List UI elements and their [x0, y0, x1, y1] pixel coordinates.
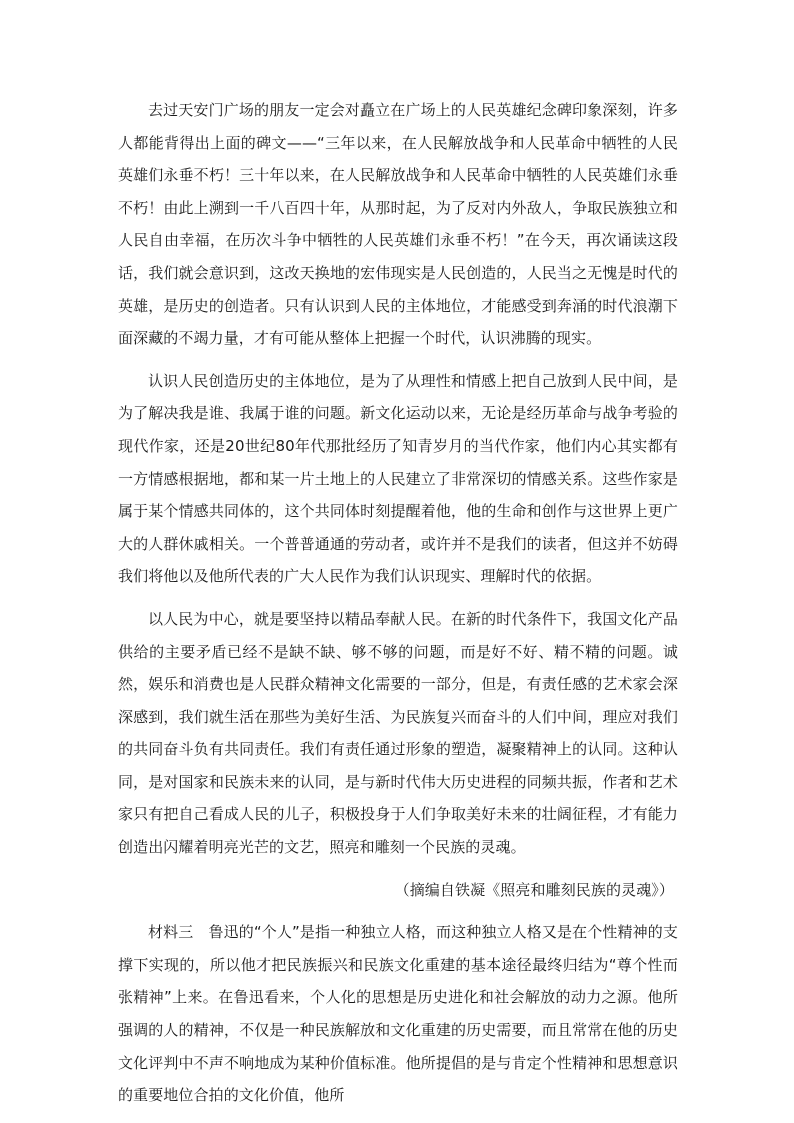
source-citation: （摘编自铁凝《照亮和雕刻民族的灵魂》）: [394, 880, 674, 899]
document-body: [118, 94, 678, 1112]
paragraph-monument: 去过天安门广场的朋友一定会对矗立在广场上的人民英雄纪念碑印象深刻，许多人都能背得出上面的碑文——“三年以来，在人民解放战争和人民革命中牺牲的人民英雄们永垂不朽！三十年以来，在人民解放战争和人民革命中牺牲的人民英雄们永垂不朽！由此上溯到一千八百四十年，从那时起，为了反对内外敌人，争取民族独立和人民自由幸福，在历次斗争中牺牲的人民英雄们永垂不朽！”在今天，再次诵读这段话，我们就会意识到，这改天换地的宏伟现实是人民创造的，人民当之无愧是时代的英雄，是历史的创造者。只有认识到人民的主体地位，才能感受到奔涌的时代浪潮下面深藏的不竭力量，才有可能从整体上把握一个时代，认识沸腾的现实。: [118, 101, 678, 348]
paragraph-people-subject: 认识人民创造历史的主体地位，是为了从理性和情感上把自己放到人民中间，是为了解决我是谁、我属于谁的问题。新文化运动以来，无论是经历革命与战争考验的现代作家，还是20世纪80年代那批经历了知青岁月的当代作家，他们内心其实都有一方情感根据地，都和某一片土地上的人民建立了非常深切的情感关系。这些作家是属于某个情感共同体的，这个共同体时刻提醒着他，他的生命和创作与这世界上更广大的人群休戚相关。一个普普通通的劳动者，或许并不是我们的读者，但这并不妨碍我们将他以及他所代表的广大人民作为我们认识现实、理解时代的依据。: [118, 371, 678, 586]
paragraph-people-centered: 以人民为中心，就是要坚持以精品奉献人民。在新的时代条件下，我国文化产品供给的主要矛盾已经不是缺不缺、够不够的问题，而是好不好、精不精的问题。诚然，娱乐和消费也是人民群众精神文化需要的一部分，但是，有责任感的艺术家会深深感到，我们就生活在那些为美好生活、为民族复兴而奋斗的人们中间，理应对我们的共同奋斗负有共同责任。我们有责任通过形象的塑造，凝聚精神上的认同。这种认同，是对国家和民族未来的认同，是与新时代伟大历史进程的同频共振，作者和艺术家只有把自己看成人民的儿子，积极投身于人们争取美好未来的壮阔征程，才有能力创造出闪耀着明亮光芒的文艺，照亮和雕刻一个民族的灵魂。: [118, 609, 678, 857]
paragraph-material-three: 材料三 鲁迅的“个人”是指一种独立人格，而这种独立人格又是在个性精神的支撑下实现的，所以他才把民族振兴和民族文化重建的基本途径最终归结为“尊个性而张精神”上来。在鲁迅看来，个人化的思想是历史进化和社会解放的动力之源。他所强调的人的精神，不仅是一种民族解放和文化重建的历史需要，而且常常在他的历史文化评判中不声不响地成为某种价值标准。他所提倡的是与肯定个性精神和思想意识的重要地位合拍的文化价值，他所: [118, 923, 678, 1105]
